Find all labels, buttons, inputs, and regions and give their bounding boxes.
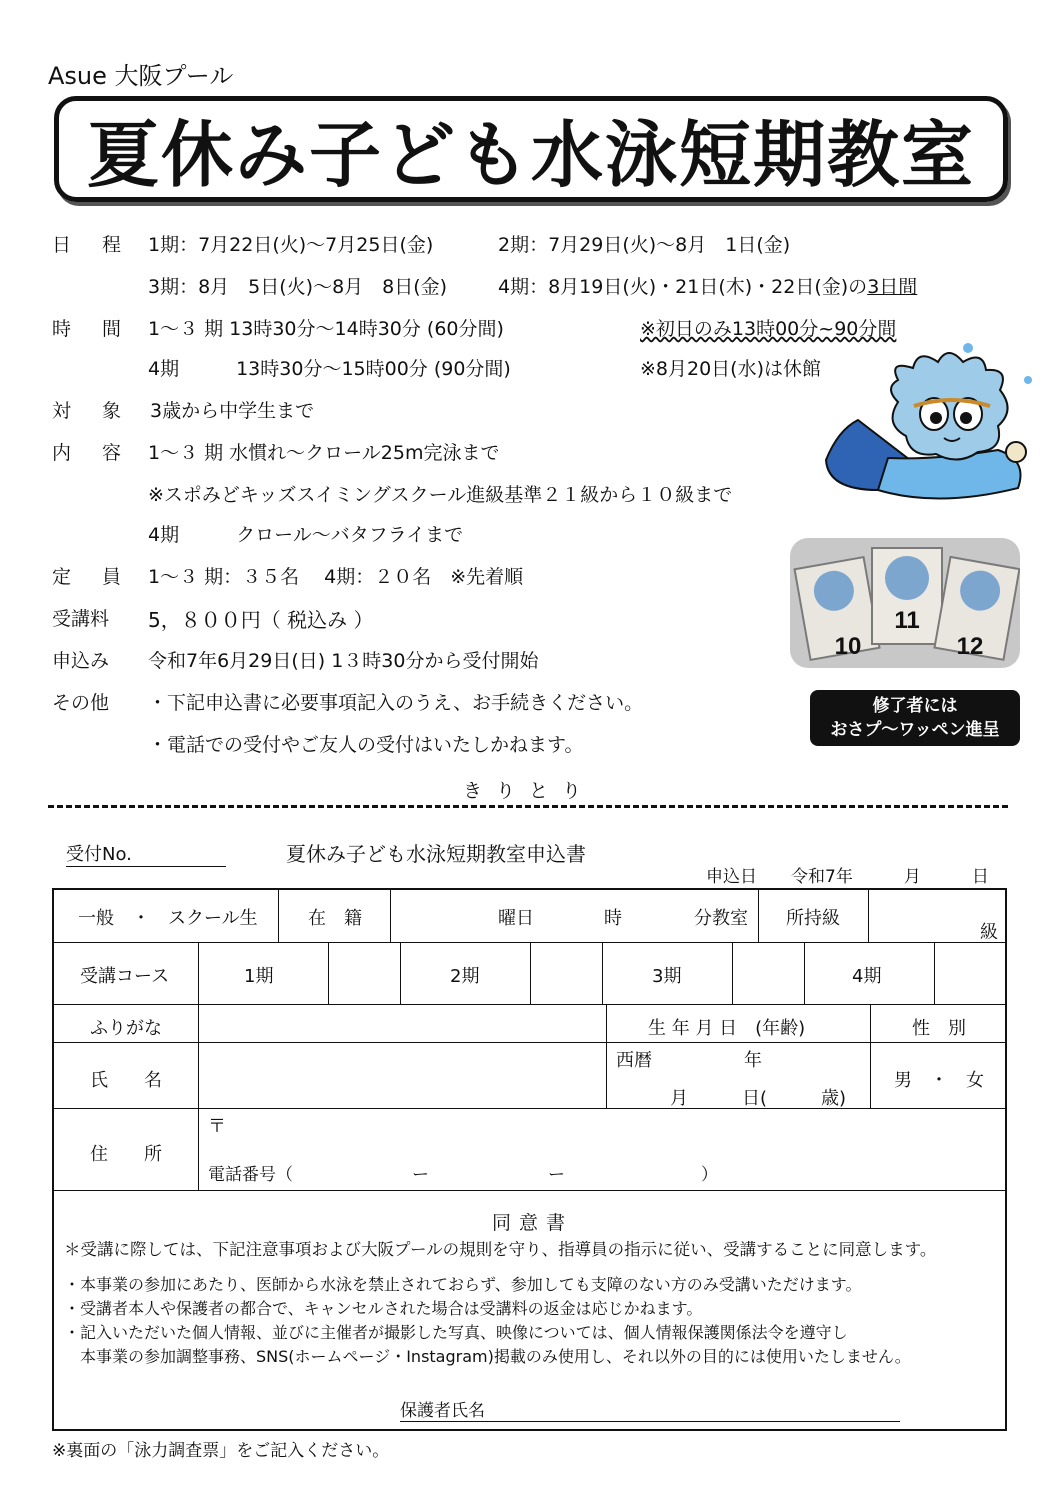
title-box [54,96,1008,202]
apply-label: 申込み [52,650,110,672]
cut-line [48,805,1008,808]
other-2: ・電話での受付やご友人の受付はいたしかねます。 [148,734,584,756]
schedule-4-suffix: 3日間 [867,276,918,298]
course-3: 3期 [652,966,682,987]
page-title: 夏休み子ども水泳短期教室 [86,113,975,197]
schedule-label: 日 程 [52,234,128,256]
footer-note: ※裏面の「泳力調査票」をご記入ください。 [52,1441,390,1461]
time-1: 1～３ 期 13時30分～14時30分 (60分間) [148,318,504,340]
form-title: 夏休み子ども水泳短期教室申込書 [286,842,586,866]
patches-image [790,538,1020,668]
course-1: 1期 [244,966,274,987]
application-form [52,888,1007,1431]
weekday-label: 曜日 [498,908,534,929]
consent-title: 同意書 [492,1212,574,1234]
schedule-2: 2期：7月29日(火)～8月 1日(金) [498,234,791,256]
target: 3歳から中学生まで [150,400,315,422]
fee: 5，８００円（ 税込み ） [148,608,374,632]
content-2: ※スポみどキッズスイミングスクール進級基準２１級から１０級まで [148,484,733,506]
content-label: 内 容 [52,442,128,464]
other-label: その他 [52,692,110,714]
other-1: ・下記申込書に必要事項記入のうえ、お手続きください。 [148,692,644,714]
fee-label: 受講料 [52,608,110,630]
patch-label-10: 10 [834,633,862,660]
venue-name: Asue 大阪プール [48,62,234,90]
enrollment-label: 在 籍 [308,908,362,929]
badge-line-2: おさプ～ワッペン進呈 [830,720,1000,740]
guardian-name-field[interactable]: 保護者氏名 [400,1396,900,1422]
general-school-option[interactable]: 一般 ・ スクール生 [78,908,258,929]
target-label: 対 象 [52,400,128,422]
application-date: 申込日 令和7年 月 日 [706,867,989,887]
consent-item-2: ・受講者本人や保護者の都合で、キャンセルされた場合は受講料の返金は応じかねます。 [64,1299,703,1318]
time-2: 4期 13時30分～15時00分 (90分間) [148,358,511,380]
seireki-label: 西暦 [616,1050,652,1071]
badge-line-1: 修了者には [872,696,958,716]
receipt-number: 受付No. [66,840,226,867]
patch-label-12: 12 [956,633,984,660]
hour-label: 時 [604,908,622,929]
schedule-3: 3期：8月 5日(火)～8月 8日(金) [148,276,448,298]
content-3: 4期 クロール～バタフライまで [148,524,464,546]
course-4: 4期 [852,966,882,987]
consent-item-4: 本事業の参加調整事務、SNS(ホームページ・Instagram)掲載のみ使用し、それ以外の目的には使用いたしません。 [64,1347,911,1366]
course-2: 2期 [450,966,480,987]
birth-label: 生 年 月 日 (年齢) [648,1018,806,1039]
consent-item-3: ・記入いただいた個人情報、並びに主催者が撮影した写真、映像については、個人情報保護関係法令を遵守し [64,1323,848,1342]
capacity-label: 定 員 [52,566,128,588]
time-label: 時 間 [52,318,128,340]
sex-label: 性 別 [912,1018,966,1039]
consent-main: ＊受講に際しては、下記注意事項および大阪プールの規則を守り、指導員の指示に従い、受講することに同意します。 [64,1240,937,1259]
schedule-1: 1期：7月22日(火)～7月25日(金) [148,234,434,256]
content-1: 1～３ 期 水慣れ～クロール25m完泳まで [148,442,500,464]
class-room-label: 分教室 [694,908,748,929]
time-2-note: ※8月20日(水)は休館 [640,358,822,380]
consent-item-1: ・本事業の参加にあたり、医師から水泳を禁止されておらず、参加しても支障のない方のみ受講いただけます。 [64,1275,862,1294]
capacity: 1～３ 期：３５名 4期：２０名 ※先着順 [148,566,524,588]
cut-label: きりとり [462,780,595,802]
grade-unit: 級 [980,922,998,943]
year-label: 年 [744,1050,762,1071]
apply: 令和7年6月29日(日) 1３時30分から受付開始 [148,650,539,672]
grade-label: 所持級 [786,908,840,929]
sex-options[interactable]: 男 ・ 女 [894,1070,984,1091]
mascot-swimmer-icon [818,340,1040,510]
phone-field: 電話番号（ ー ー ） [208,1165,718,1185]
postal-mark: 〒 [208,1116,226,1137]
patch-label-11: 11 [894,607,920,634]
schedule-4 [498,272,917,299]
name-label: 氏 名 [90,1070,162,1091]
furigana-label: ふりがな [90,1018,162,1039]
address-label: 住 所 [90,1144,162,1165]
completion-badge [810,690,1020,746]
time-1-note: ※初日のみ13時00分~90分間 [640,318,897,340]
month-day-age: 月 日( 歳) [670,1088,847,1109]
schedule-4-prefix: 4期：8月19日(火)・21日(木)・22日(金)の [498,276,868,298]
course-label: 受講コース [80,966,170,987]
